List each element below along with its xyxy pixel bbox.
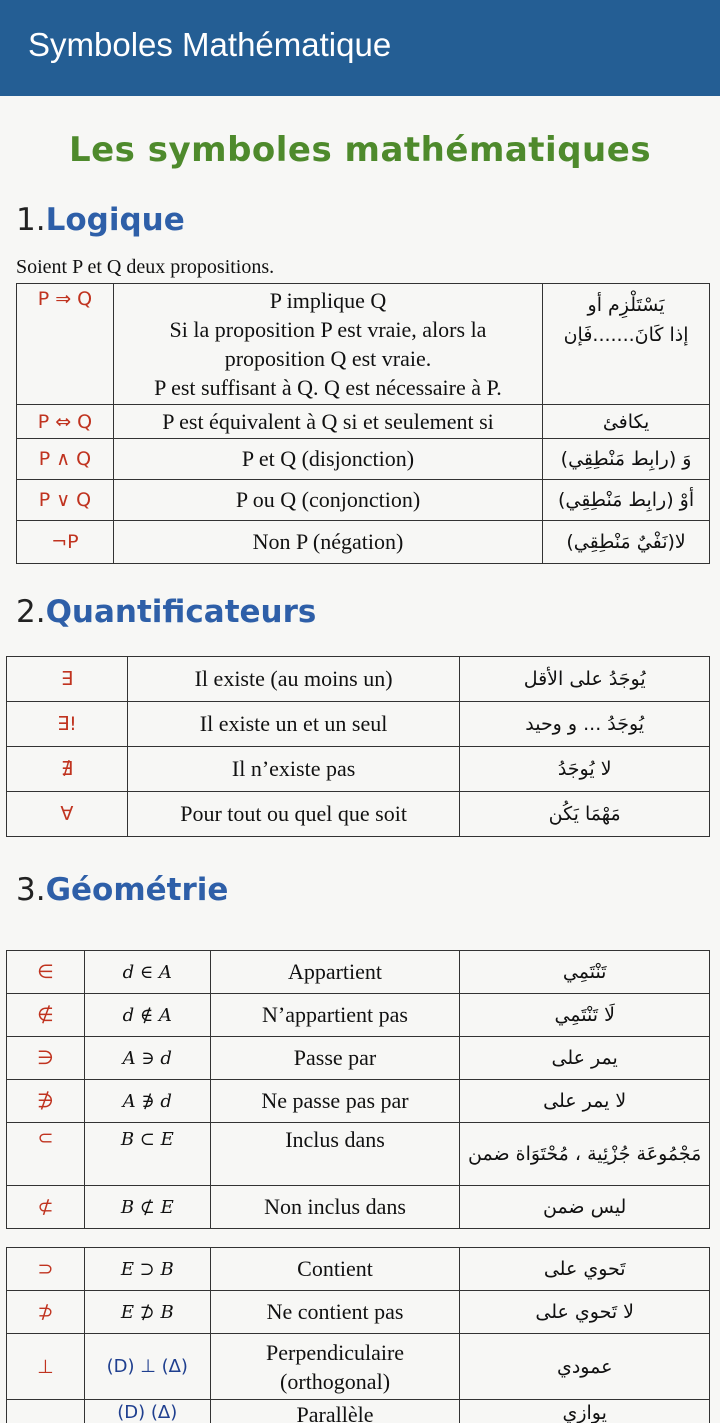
- symbol-cell: ¬P: [17, 521, 114, 564]
- example-cell: E ⊅ B: [84, 1291, 210, 1334]
- logic-table: [16, 283, 710, 564]
- table-row: [7, 1291, 710, 1334]
- app-title: Symboles Mathématique: [28, 26, 392, 63]
- logic-intro: Soient P et Q deux propositions.: [16, 256, 275, 278]
- table-row: [7, 1400, 710, 1423]
- table-row: [7, 1334, 710, 1400]
- example-cell: E ⊃ B: [84, 1248, 210, 1291]
- description-cell: Il existe un et un seul: [127, 702, 460, 747]
- arabic-cell: [543, 284, 710, 405]
- description-cell: Il n’existe pas: [127, 747, 460, 792]
- table-row: [7, 792, 710, 837]
- table-row: [7, 951, 710, 994]
- arabic-cell: لا يمر على: [460, 1080, 710, 1123]
- section-number: 2.: [16, 594, 46, 630]
- table-row: [7, 1186, 710, 1229]
- description-cell: P et Q (disjonction): [113, 439, 542, 480]
- symbol-cell: P ∨ Q: [17, 480, 114, 521]
- arabic-cell: ليس ضمن: [460, 1186, 710, 1229]
- symbol-cell: ∄: [7, 747, 128, 792]
- description-cell: Passe par: [210, 1037, 460, 1080]
- section-number: 3.: [16, 872, 46, 908]
- app-bar: [0, 0, 720, 96]
- arabic-cell: يُوجَدُ ... و وحيد: [460, 702, 710, 747]
- arabic-cell: لا(نَفْيٌ مَنْطِقِي): [543, 521, 710, 564]
- section-number: 1.: [16, 202, 46, 238]
- symbol-cell: ∀: [7, 792, 128, 837]
- table-row: [7, 994, 710, 1037]
- arabic-cell: يوازي: [460, 1400, 710, 1423]
- table-row: [7, 702, 710, 747]
- page-title: Les symboles mathématiques: [68, 130, 652, 170]
- section-name: Géométrie: [45, 872, 229, 908]
- arabic-cell: يمر على: [460, 1037, 710, 1080]
- description-cell: N’appartient pas: [210, 994, 460, 1037]
- table-row: [7, 747, 710, 792]
- section-heading-geometry: [16, 872, 228, 908]
- desc-line: proposition Q est vraie.: [224, 346, 432, 371]
- symbol-cell: [7, 1400, 85, 1423]
- geometry-table: [6, 950, 710, 1229]
- arabic-cell: يُوجَدُ على الأقل: [460, 657, 710, 702]
- description-cell: Pour tout ou quel que soit: [127, 792, 460, 837]
- table-row: [17, 521, 710, 564]
- desc-line: Perpendiculaire: [266, 1339, 405, 1365]
- arabic-cell: لَا تَنْتَمِي: [460, 994, 710, 1037]
- table-row: [7, 1080, 710, 1123]
- symbol-cell: ⊂: [7, 1123, 85, 1186]
- arabic-cell: تَنْتَمِي: [460, 951, 710, 994]
- table-row: [7, 1037, 710, 1080]
- arabic-cell: لا تَحوي على: [460, 1291, 710, 1334]
- desc-line: (orthogonal): [280, 1368, 391, 1394]
- description-cell: Appartient: [210, 951, 460, 994]
- symbol-cell: ∃: [7, 657, 128, 702]
- example-cell: d ∉ A: [84, 994, 210, 1037]
- arabic-cell: أوْ (رابِط مَنْطِقِي): [543, 480, 710, 521]
- table-row: [17, 439, 710, 480]
- table-row: [17, 284, 710, 405]
- symbol-cell: ∌: [7, 1080, 85, 1123]
- example-cell: (D) ⊥ (Δ): [84, 1334, 210, 1400]
- description-cell: Inclus dans: [210, 1123, 460, 1186]
- arabic-cell: مَهْمَا يَكُن: [460, 792, 710, 837]
- description-cell: [113, 284, 542, 405]
- arabic-line: إذا كَانَ.......فَإن: [563, 324, 689, 346]
- table-row: [17, 405, 710, 439]
- example-cell: d ∈ A: [84, 951, 210, 994]
- example-cell: B ⊂ E: [84, 1123, 210, 1186]
- example-cell: A ∋ d: [84, 1037, 210, 1080]
- table-row: [7, 657, 710, 702]
- example-cell: A ∌ d: [84, 1080, 210, 1123]
- arabic-cell: يكافئ: [543, 405, 710, 439]
- table-row: [17, 480, 710, 521]
- symbol-cell: P ⇒ Q: [17, 284, 114, 405]
- symbol-cell: ⊅: [7, 1291, 85, 1334]
- symbol-cell: P ∧ Q: [17, 439, 114, 480]
- symbol-cell: ∃!: [7, 702, 128, 747]
- arabic-cell: لا يُوجَدُ: [460, 747, 710, 792]
- desc-line: Si la proposition P est vraie, alors la: [169, 317, 487, 342]
- arabic-cell: عمودي: [460, 1334, 710, 1400]
- table-row: [7, 1248, 710, 1291]
- symbol-cell: ∈: [7, 951, 85, 994]
- description-cell: Il existe (au moins un): [127, 657, 460, 702]
- geometry-table-2: [6, 1247, 710, 1423]
- arabic-cell: تَحوي على: [460, 1248, 710, 1291]
- symbol-cell: P ⇔ Q: [17, 405, 114, 439]
- section-heading-quantifiers: [16, 594, 316, 630]
- symbol-cell: ⊥: [7, 1334, 85, 1400]
- description-cell: [210, 1334, 460, 1400]
- arabic-cell: وَ (رابِط مَنْطِقِي): [543, 439, 710, 480]
- symbol-cell: ⊄: [7, 1186, 85, 1229]
- description-cell: P est équivalent à Q si et seulement si: [113, 405, 542, 439]
- arabic-line: يَسْتَلْزِم أو: [587, 294, 665, 316]
- example-cell: (D) (Δ): [84, 1400, 210, 1423]
- description-cell: Non inclus dans: [210, 1186, 460, 1229]
- description-cell: Ne passe pas par: [210, 1080, 460, 1123]
- table-row: [7, 1123, 710, 1186]
- symbol-cell: ∉: [7, 994, 85, 1037]
- quantifiers-table: [6, 656, 710, 837]
- section-name: Quantificateurs: [45, 594, 317, 630]
- desc-line: P implique Q: [269, 288, 387, 313]
- example-cell: B ⊄ E: [84, 1186, 210, 1229]
- desc-line: P est suffisant à Q. Q est nécessaire à P.: [154, 375, 502, 400]
- description-cell: Contient: [210, 1248, 460, 1291]
- description-cell: Ne contient pas: [210, 1291, 460, 1334]
- section-heading-logic: [16, 202, 185, 238]
- section-name: Logique: [45, 202, 185, 238]
- description-cell: P ou Q (conjonction): [113, 480, 542, 521]
- symbol-cell: ⊃: [7, 1248, 85, 1291]
- description-cell: Non P (négation): [113, 521, 542, 564]
- symbol-cell: ∋: [7, 1037, 85, 1080]
- arabic-cell: مَجْمُوعَة جُزْئِية ، مُحْتَوَاة ضمن: [460, 1123, 710, 1186]
- content-scroll[interactable]: [0, 96, 720, 1423]
- description-cell: Parallèle: [210, 1400, 460, 1423]
